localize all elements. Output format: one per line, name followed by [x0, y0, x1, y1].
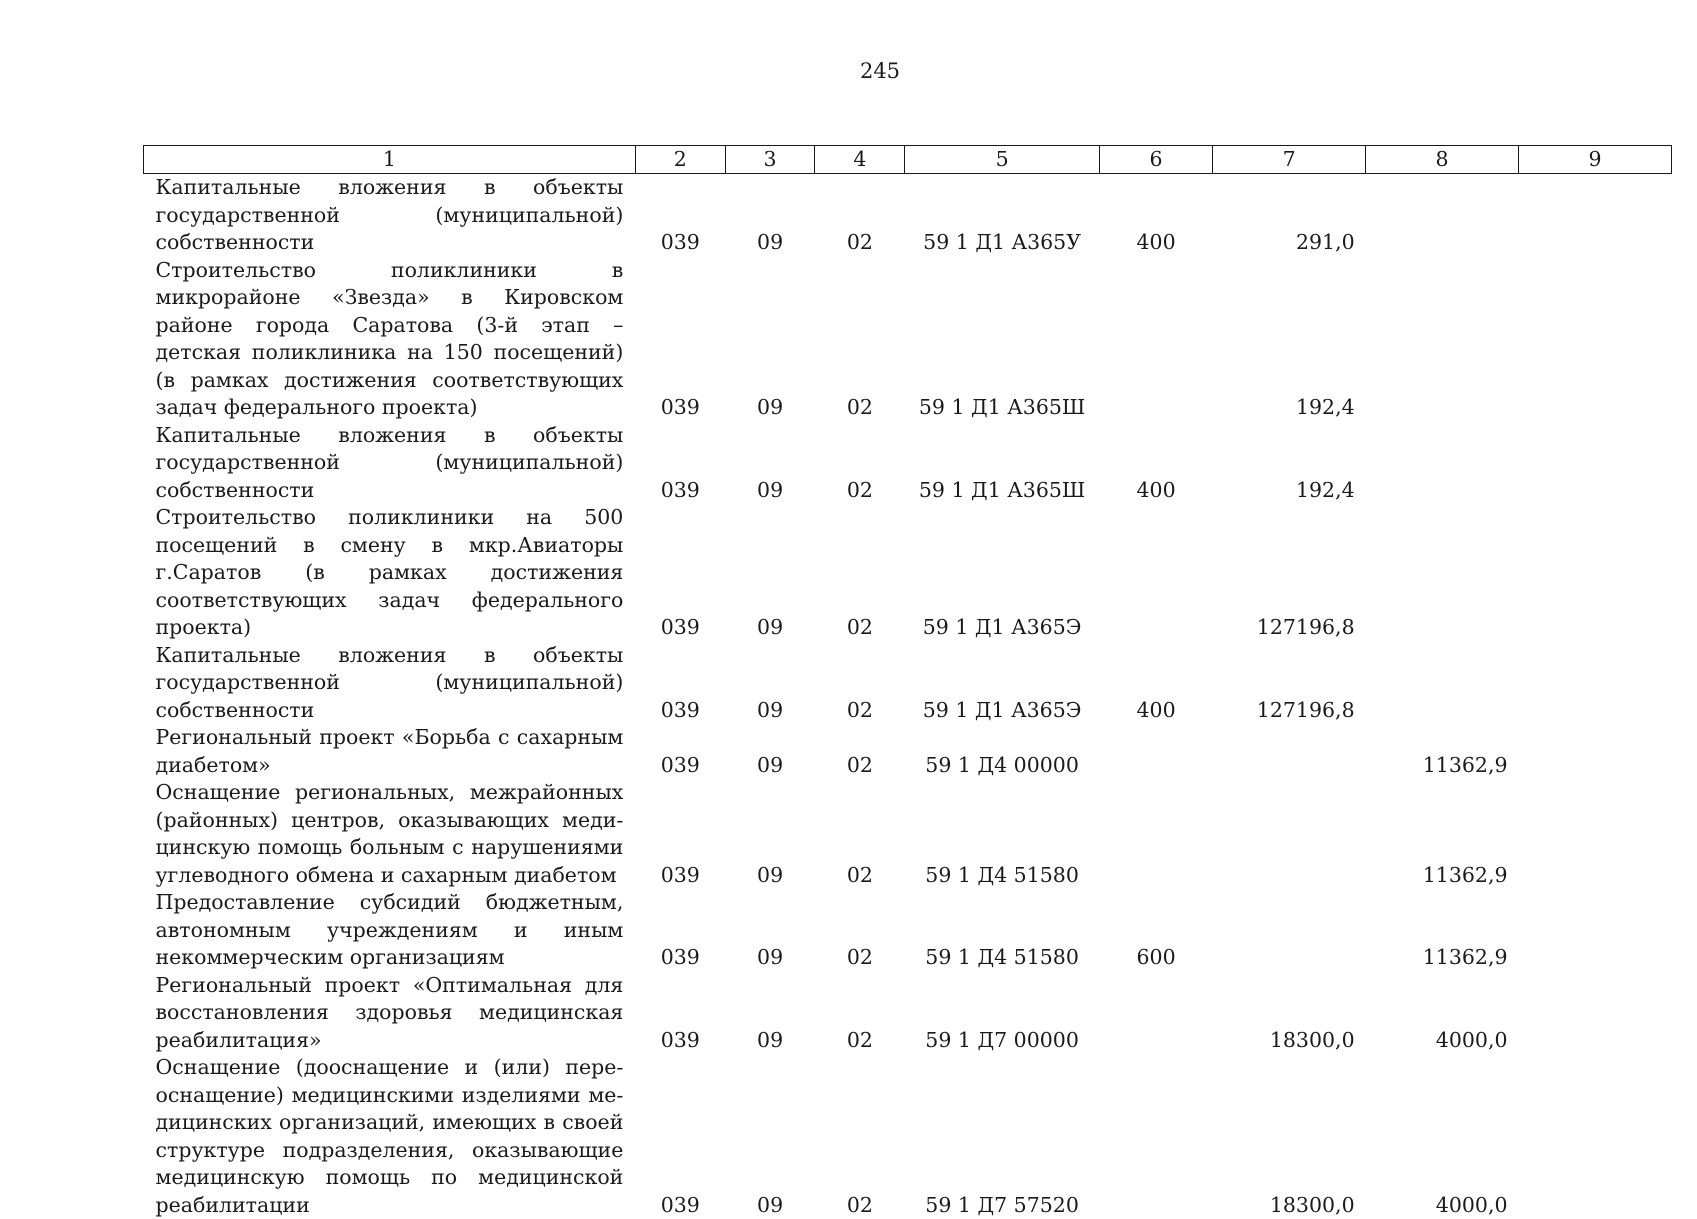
amount-col-8: 11362,9 [1422, 752, 1508, 777]
section-code: 09 [757, 477, 784, 502]
table-row [144, 779, 1672, 889]
subsection-code: 02 [846, 477, 873, 502]
subsection-code: 02 [846, 752, 873, 777]
subsection-code: 02 [846, 1027, 873, 1052]
expense-type-code [1099, 504, 1212, 642]
amount-col-9 [1519, 972, 1672, 1055]
amount-col-7: 192,4 [1295, 395, 1355, 419]
amount-col-9 [1519, 422, 1672, 505]
ministry-code: 039 [660, 1027, 700, 1052]
expense-type-code: 600 [1136, 945, 1176, 969]
table-row [144, 1054, 1672, 1219]
expense-type-code [1099, 724, 1212, 779]
amount-col-8: 11362,9 [1422, 862, 1508, 887]
amount-col-7: 127196,8 [1256, 697, 1355, 722]
amount-col-7: 291,0 [1295, 230, 1355, 254]
ministry-code: 039 [660, 752, 700, 777]
expense-type-code: 400 [1136, 230, 1176, 254]
target-article-code: 59 1 Д4 00000 [925, 752, 1079, 777]
target-article-code: 59 1 Д1 А365Ш [918, 395, 1086, 419]
amount-col-8 [1366, 504, 1519, 642]
amount-col-8 [1366, 422, 1519, 505]
item-name: Капитальные вложения в объекты государственной (муниципальной) собственности [155, 642, 624, 722]
amount-col-9 [1519, 174, 1672, 257]
table-row [144, 724, 1672, 779]
column-header: 7 [1213, 146, 1366, 174]
page-number: 245 [859, 59, 901, 83]
item-name: Региональный проект «Оптимальная для восстановления здоровья медицинская реабилитация» [155, 972, 624, 1052]
amount-col-7: 18300,0 [1269, 1027, 1355, 1052]
column-header: 1 [144, 146, 636, 174]
ministry-code: 039 [660, 862, 700, 887]
column-header: 2 [635, 146, 725, 174]
amount-col-7: 192,4 [1295, 477, 1355, 502]
ministry-code: 039 [660, 477, 700, 502]
target-article-code: 59 1 Д1 А365У [923, 230, 1082, 254]
subsection-code: 02 [846, 230, 873, 254]
target-article-code: 59 1 Д4 51580 [925, 862, 1079, 887]
expense-type-code [1099, 779, 1212, 889]
amount-col-8: 4000,0 [1435, 1192, 1508, 1217]
item-name: Строительство поликлиники на 500 посещений в смену в мкр.Авиаторы г.Саратов (в рамках достижения соответствующих задач федерального проекта) [155, 505, 624, 639]
expense-type-code [1099, 972, 1212, 1055]
section-code: 09 [757, 1192, 784, 1217]
table-row [144, 972, 1672, 1055]
header-row [144, 146, 1672, 174]
target-article-code: 59 1 Д1 А365Э [922, 697, 1082, 722]
target-article-code: 59 1 Д1 А365Э [922, 615, 1082, 639]
amount-col-8 [1366, 642, 1519, 725]
expense-type-code: 400 [1136, 477, 1176, 502]
section-code: 09 [757, 945, 784, 969]
column-header: 3 [725, 146, 815, 174]
section-code: 09 [757, 697, 784, 722]
column-header: 6 [1099, 146, 1212, 174]
column-header: 8 [1366, 146, 1519, 174]
ministry-code: 039 [660, 945, 700, 969]
expense-type-code [1099, 257, 1212, 422]
column-header: 9 [1519, 146, 1672, 174]
amount-col-9 [1519, 1054, 1672, 1219]
table-row [144, 422, 1672, 505]
item-name: Предоставление субсидий бюджетным, автономным учреждениям и иным некоммерческим организациям [155, 890, 624, 969]
item-name: Региональный проект «Борьба с сахарным диабетом» [155, 725, 624, 777]
item-name: Капитальные вложения в объекты государственной (муниципальной) собственности [155, 175, 624, 254]
expense-type-code [1099, 1054, 1212, 1219]
target-article-code: 59 1 Д4 51580 [925, 945, 1079, 969]
amount-col-9 [1519, 642, 1672, 725]
target-article-code: 59 1 Д1 А365Ш [918, 477, 1086, 502]
expense-type-code: 400 [1136, 697, 1176, 722]
subsection-code: 02 [846, 395, 873, 419]
item-name: Капитальные вложения в объекты государственной (муниципальной) собственности [155, 422, 624, 502]
amount-col-7 [1213, 779, 1366, 889]
target-article-code: 59 1 Д7 00000 [925, 1027, 1079, 1052]
amount-col-7: 127196,8 [1256, 615, 1355, 639]
section-code: 09 [757, 1027, 784, 1052]
section-code: 09 [757, 752, 784, 777]
ministry-code: 039 [660, 1192, 700, 1217]
amount-col-8 [1366, 257, 1519, 422]
amount-col-8 [1366, 174, 1519, 257]
section-code: 09 [757, 395, 784, 419]
ministry-code: 039 [660, 697, 700, 722]
item-name: Оснащение региональных, межрайонных (районных) центров, оказывающих медицинскую помощь больным с нарушениями углеводного обмена и сахарным диабетом [155, 780, 624, 887]
amount-col-7 [1213, 724, 1366, 779]
ministry-code: 039 [660, 230, 700, 254]
ministry-code: 039 [660, 615, 700, 639]
table-row [144, 174, 1672, 257]
amount-col-9 [1519, 779, 1672, 889]
budget-table [143, 145, 1672, 1219]
amount-col-9 [1519, 504, 1672, 642]
section-code: 09 [757, 230, 784, 254]
item-name: Строительство поликлиники в микрорайоне «Звезда» в Кировском районе города Саратова (3-й этап – детская поликлиника на 150 посещений) (в рамках достижения соответствующих задач федерального проекта) [155, 257, 624, 419]
ministry-code: 039 [660, 395, 700, 419]
subsection-code: 02 [846, 615, 873, 639]
column-header: 4 [815, 146, 905, 174]
amount-col-8: 4000,0 [1435, 1027, 1508, 1052]
amount-col-9 [1519, 889, 1672, 972]
table-row [144, 889, 1672, 972]
amount-col-7 [1213, 889, 1366, 972]
amount-col-8: 11362,9 [1422, 945, 1508, 969]
item-name: Оснащение (дооснащение и (или) переоснащение) медицинскими изделиями медицинских организаций, имеющих в своей структуре подразделения, оказывающие медицинскую помощь по медицинской реабилитации [155, 1055, 624, 1217]
subsection-code: 02 [846, 862, 873, 887]
table-row [144, 504, 1672, 642]
section-code: 09 [757, 615, 784, 639]
amount-col-9 [1519, 257, 1672, 422]
table-row [144, 642, 1672, 725]
amount-col-7: 18300,0 [1269, 1192, 1355, 1217]
column-header: 5 [905, 146, 1100, 174]
section-code: 09 [757, 862, 784, 887]
subsection-code: 02 [846, 1192, 873, 1217]
table-row [144, 257, 1672, 422]
amount-col-9 [1519, 724, 1672, 779]
subsection-code: 02 [846, 697, 873, 722]
subsection-code: 02 [846, 945, 873, 969]
target-article-code: 59 1 Д7 57520 [925, 1192, 1079, 1217]
